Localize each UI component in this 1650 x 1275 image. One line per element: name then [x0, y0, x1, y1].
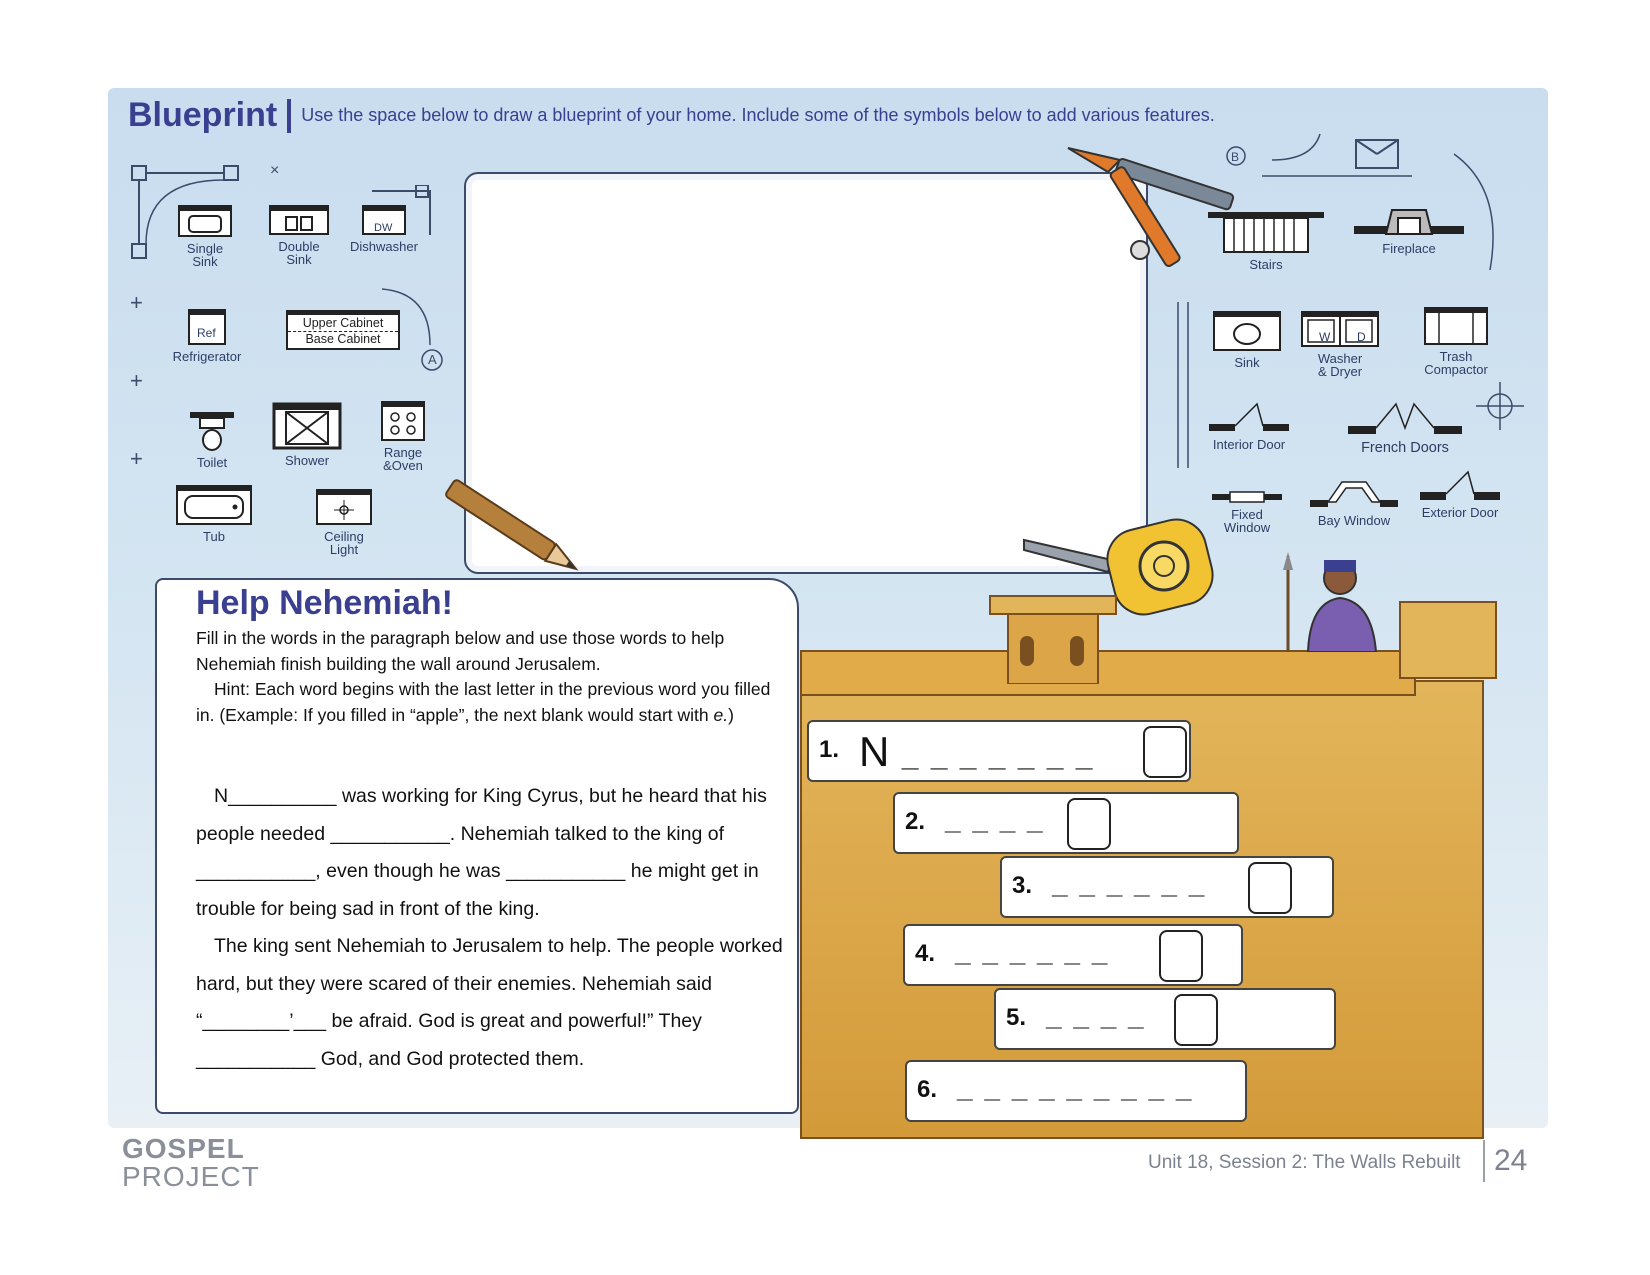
puzzle-number: 4.	[915, 940, 936, 967]
fill-in-paragraph	[196, 778, 796, 1078]
symbol-shower	[270, 402, 344, 467]
wall-tower-icon	[988, 594, 1118, 684]
stairs-icon	[1206, 210, 1326, 254]
trash-compactor-icon	[1423, 306, 1489, 346]
french-doors-label: French Doors	[1361, 440, 1449, 456]
range-oven-label: Range &Oven	[383, 445, 423, 473]
puzzle-letter-box[interactable]	[1143, 726, 1187, 778]
crosshair-icon	[1476, 382, 1524, 430]
dw-label: DW	[374, 222, 393, 234]
puzzle-blanks	[859, 728, 1095, 776]
puzzle-letter-box[interactable]	[1159, 930, 1203, 982]
ref-label: Ref	[197, 326, 216, 340]
marker-b-text: B	[1231, 150, 1240, 164]
puzzle-number: 2.	[905, 808, 926, 835]
title-divider	[287, 99, 291, 133]
activity-instructions	[196, 626, 786, 728]
pencil-icon	[428, 468, 598, 588]
x-mark-icon: ×	[270, 162, 280, 179]
logo-line-2: PROJECT	[122, 1161, 260, 1192]
puzzle-row-3[interactable]	[1000, 856, 1334, 918]
page-number: 24	[1494, 1144, 1528, 1177]
puzzle-number: 5.	[1006, 1004, 1027, 1031]
plus-mark-icon: +	[130, 290, 143, 315]
marker-a-label: A	[428, 352, 437, 367]
puzzle-letter-box[interactable]	[1248, 862, 1292, 914]
sink-label: Sink	[1234, 355, 1260, 370]
hint-end: )	[728, 704, 734, 725]
puzzle-blank-letters: _ _ _ _ _ _ _ _ _	[957, 1072, 1194, 1103]
symbol-fixed-window	[1210, 490, 1284, 534]
puzzle-blank-letters: _ _ _ _ _ _ _	[901, 740, 1095, 773]
activity-intro: Fill in the words in the paragraph below and use those words to help Nehemiah finish building the wall around Jerusalem.	[196, 628, 725, 674]
double-sink-icon	[268, 204, 330, 236]
dishwasher-label: Dishwasher	[350, 239, 418, 254]
fixed-window-icon	[1210, 490, 1284, 504]
puzzle-blank-letters: _ _ _ _	[945, 804, 1045, 835]
symbol-ceiling-light	[312, 488, 376, 556]
single-sink-label: Single Sink	[186, 241, 224, 269]
double-sink-label: Double Sink	[278, 239, 320, 267]
range-oven-icon	[380, 400, 426, 442]
tub-icon	[175, 484, 253, 526]
symbol-exterior-door	[1410, 468, 1510, 519]
ceiling-light-icon	[315, 488, 373, 526]
blueprint-title: Blueprint	[128, 96, 278, 134]
shower-label: Shower	[284, 453, 330, 468]
puzzle-number: 3.	[1012, 872, 1033, 899]
puzzle-blank-letters: _ _ _ _ _ _	[955, 936, 1110, 967]
logo-line-1: GOSPEL	[122, 1133, 245, 1164]
toilet-icon	[186, 410, 238, 452]
interior-door-icon	[1207, 400, 1291, 434]
symbol-trash-compactor	[1404, 306, 1508, 376]
puzzle-letter-box[interactable]	[1174, 994, 1218, 1046]
window-box-icon	[1354, 138, 1400, 170]
puzzle-letter-box[interactable]	[1067, 798, 1111, 850]
symbol-sink	[1212, 310, 1282, 369]
puzzle-row-6[interactable]	[905, 1060, 1247, 1122]
hint-example-letter: e.	[713, 704, 729, 725]
puzzle-number: 6.	[917, 1076, 938, 1103]
footer-divider	[1483, 1140, 1485, 1182]
symbol-french-doors	[1346, 400, 1464, 455]
tub-label: Tub	[203, 529, 225, 544]
toilet-label: Toilet	[196, 455, 228, 470]
puzzle-row-2[interactable]	[893, 792, 1239, 854]
puzzle-row-1[interactable]	[807, 720, 1191, 782]
symbol-stairs	[1206, 210, 1326, 271]
stairs-label: Stairs	[1249, 257, 1283, 272]
blueprint-instructions: Use the space below to draw a blueprint of your home. Include some of the symbols below to add various features.	[301, 105, 1215, 125]
exterior-door-icon	[1418, 468, 1502, 502]
trash-compactor-label: Trash Compactor	[1424, 349, 1488, 377]
bay-window-label: Bay Window	[1317, 513, 1391, 528]
hint-text: Hint: Each word begins with the last letter in the previous word you filled in. (Example: If you filled in “apple”, the next blank would start with	[196, 679, 771, 725]
symbol-toilet	[182, 410, 242, 469]
symbol-interior-door	[1204, 400, 1294, 451]
symbol-range-oven	[376, 400, 430, 472]
fireplace-label: Fireplace	[1382, 241, 1436, 256]
door-swing-icon	[380, 285, 450, 375]
puzzle-number: 1.	[819, 736, 840, 763]
activity-hint	[196, 677, 786, 728]
refrigerator-label: Refrigerator	[172, 349, 242, 364]
fixed-window-label: Fixed Window	[1223, 507, 1271, 535]
plus-mark-icon: +	[130, 368, 143, 393]
story-paragraph-1: N__________ was working for King Cyrus, but he heard that his people needed ___________. Nehemiah talked to the king of ___________, even though he was ___________ he might get in trouble for being sad in front of the king.	[196, 785, 767, 920]
symbol-fireplace	[1352, 206, 1466, 255]
puzzle-row-5[interactable]	[994, 988, 1336, 1050]
wall-right-tower-icon	[1398, 600, 1498, 680]
ladder-line-icon	[1174, 300, 1194, 470]
single-sink-icon	[177, 204, 233, 238]
symbol-single-sink	[175, 204, 235, 268]
ceiling-light-label: Ceiling Light	[324, 529, 364, 557]
bay-window-icon	[1308, 476, 1400, 510]
puzzle-blank-letters: _ _ _ _ _ _	[1052, 868, 1207, 899]
symbol-refrigerator	[162, 308, 252, 363]
upper-cabinet-label: Upper Cabinet	[288, 316, 398, 332]
activity-title: Help Nehemiah!	[196, 584, 453, 622]
symbol-tub	[174, 484, 254, 543]
blueprint-header	[128, 96, 1215, 135]
washer-dryer-icon	[1300, 310, 1380, 348]
session-label: Unit 18, Session 2: The Walls Rebuilt	[1148, 1152, 1461, 1173]
base-cabinet-label: Base Cabinet	[305, 332, 381, 346]
wall-bracket-icon	[370, 185, 440, 245]
exterior-door-label: Exterior Door	[1421, 505, 1499, 520]
shower-icon	[272, 402, 342, 450]
symbol-washer-dryer	[1300, 310, 1380, 378]
w-label: W	[1319, 330, 1331, 344]
plus-mark-icon: +	[130, 446, 143, 471]
puzzle-row-4[interactable]	[903, 924, 1243, 986]
puzzle-blank-letters: _ _ _ _	[1046, 1000, 1146, 1031]
puzzle-start-letter: N	[859, 728, 892, 775]
sink-icon	[1212, 310, 1282, 352]
washer-dryer-label: Washer & Dryer	[1317, 351, 1363, 379]
french-doors-icon	[1346, 400, 1464, 438]
interior-door-label: Interior Door	[1212, 437, 1286, 452]
symbol-double-sink	[266, 204, 332, 266]
gospel-project-logo	[122, 1133, 260, 1193]
nehemiah-figure-icon	[1280, 552, 1390, 652]
d-label: D	[1357, 330, 1366, 344]
fireplace-icon	[1352, 206, 1466, 238]
story-paragraph-2: The king sent Nehemiah to Jerusalem to help. The people worked hard, but they were scared of their enemies. Nehemiah said “________’___ be afraid. God is great and powerful!” They ___________ God, and God protected them.	[196, 935, 783, 1070]
symbol-bay-window	[1306, 476, 1402, 527]
